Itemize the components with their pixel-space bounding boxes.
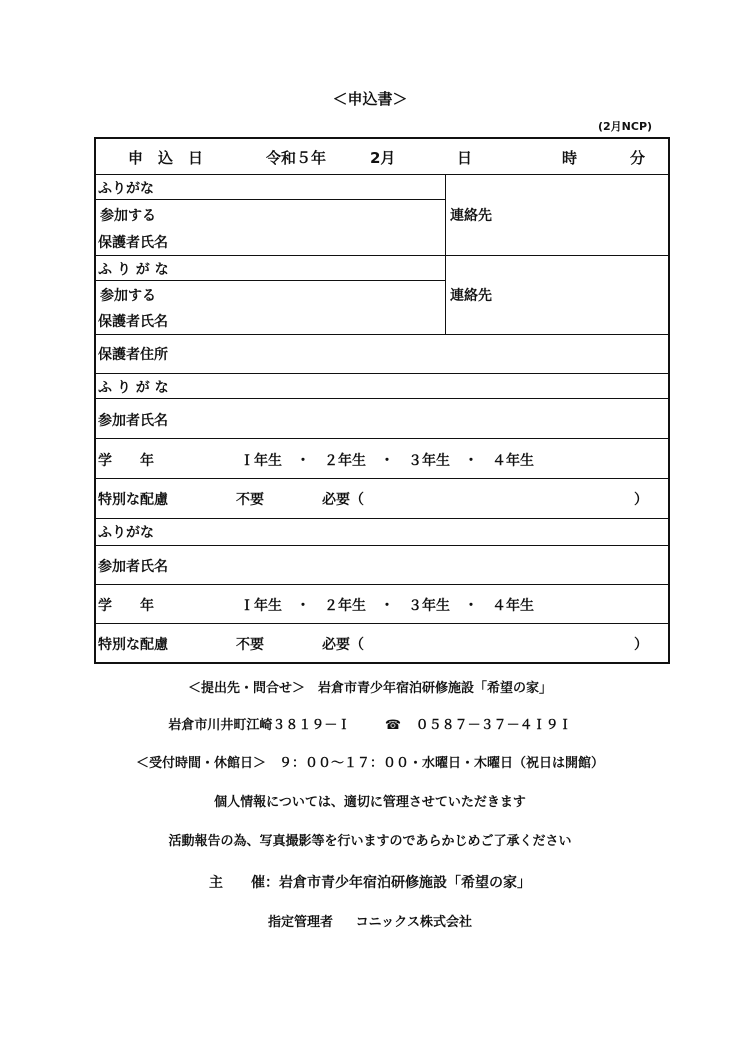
participant-1-care-close: ）	[634, 492, 648, 508]
era-year: 令和５年	[266, 149, 327, 167]
manager-label: 指定管理者	[268, 915, 334, 930]
manager-line	[0, 911, 740, 930]
month-field[interactable]: 2月	[370, 149, 396, 167]
day-field[interactable]: 日	[457, 149, 473, 167]
participant-1-care-yes[interactable]: 必要（	[322, 492, 364, 508]
participant-2-care-yes[interactable]: 必要（	[322, 637, 364, 653]
participant-1-care-label: 特別な配慮	[98, 492, 168, 508]
manager-name: コニックス株式会社	[355, 915, 472, 930]
participant-1-grade-options[interactable]: Ｉ年生 ・ ２年生 ・ ３年生 ・ ４年生	[240, 453, 534, 469]
organizer-name: 岩倉市青少年宿泊研修施設「希望の家」	[279, 875, 531, 891]
address-contact-line	[0, 714, 740, 733]
rule-furigana-3	[94, 398, 670, 399]
rule-name-3	[94, 438, 670, 439]
participant-2-care-no[interactable]: 不要	[236, 637, 264, 653]
rule-address	[94, 373, 670, 374]
participant-2-furigana-label: ふりがな	[98, 525, 154, 541]
divider-contact-2	[445, 255, 446, 334]
submit-info: ＜提出先・問合せ＞ 岩倉市青少年宿泊研修施設「希望の家」	[187, 681, 552, 696]
organizer-label: 主 催：	[209, 875, 279, 891]
divider-contact-1	[445, 174, 446, 255]
participant-2-name-label: 参加者氏名	[98, 559, 168, 575]
date-label: 申 込 日	[128, 149, 204, 167]
guardian-2-contact-label: 連絡先	[450, 288, 492, 304]
rule-date	[94, 174, 670, 175]
guardian-1-name-label-1: 参加する	[100, 208, 156, 224]
participant-1-care-no[interactable]: 不要	[236, 492, 264, 508]
guardian-2-name-label-1: 参加する	[100, 288, 156, 304]
participant-1-grade-label: 学 年	[98, 453, 154, 469]
guardian-1-contact-label: 連絡先	[450, 208, 492, 224]
privacy-note: 個人情報については、適切に管理させていただきます	[214, 795, 526, 810]
photo-note: 活動報告の為、写真撮影等を行いますのであらかじめご了承ください	[168, 834, 572, 849]
rule-guardian-2	[94, 334, 670, 335]
guardian-2-furigana-label: ふ り が な	[98, 262, 169, 278]
phone-icon: ☎	[384, 718, 402, 733]
rule-grade-3	[94, 478, 670, 479]
participant-2-care-label: 特別な配慮	[98, 637, 168, 653]
guardian-1-name-label-2: 保護者氏名	[98, 235, 168, 251]
rule-furigana-4	[94, 545, 670, 546]
rule-guardian-1	[94, 255, 670, 256]
participant-2-grade-label: 学 年	[98, 598, 154, 614]
minute-field[interactable]: 分	[630, 149, 646, 167]
facility-phone: ０５８７－３７－４Ｉ９Ｉ	[415, 718, 572, 733]
participant-2-care-close: ）	[634, 637, 648, 653]
guardian-2-name-label-2: 保護者氏名	[98, 314, 168, 330]
rule-furigana-2	[94, 280, 446, 281]
rule-name-4	[94, 584, 670, 585]
participant-1-furigana-label: ふ り が な	[98, 380, 169, 396]
rule-care-3	[94, 518, 670, 519]
participant-1-name-label: 参加者氏名	[98, 413, 168, 429]
rule-furigana-1	[94, 199, 446, 200]
page-title: ＜申込書＞	[332, 90, 408, 108]
rule-grade-4	[94, 623, 670, 624]
form-code: (2月NCP)	[598, 120, 653, 133]
reception-hours: ＜受付時間・休館日＞ ９：００～１７：００・水曜日・木曜日（祝日は開館）	[135, 756, 604, 771]
hour-field[interactable]: 時	[562, 149, 578, 167]
guardian-1-furigana-label: ふりがな	[98, 181, 154, 197]
participant-2-grade-options[interactable]: Ｉ年生 ・ ２年生 ・ ３年生 ・ ４年生	[240, 598, 534, 614]
organizer-line	[0, 872, 740, 892]
facility-address: 岩倉市川井町江崎３８１９－Ｉ	[168, 718, 351, 733]
address-label: 保護者住所	[98, 347, 168, 363]
